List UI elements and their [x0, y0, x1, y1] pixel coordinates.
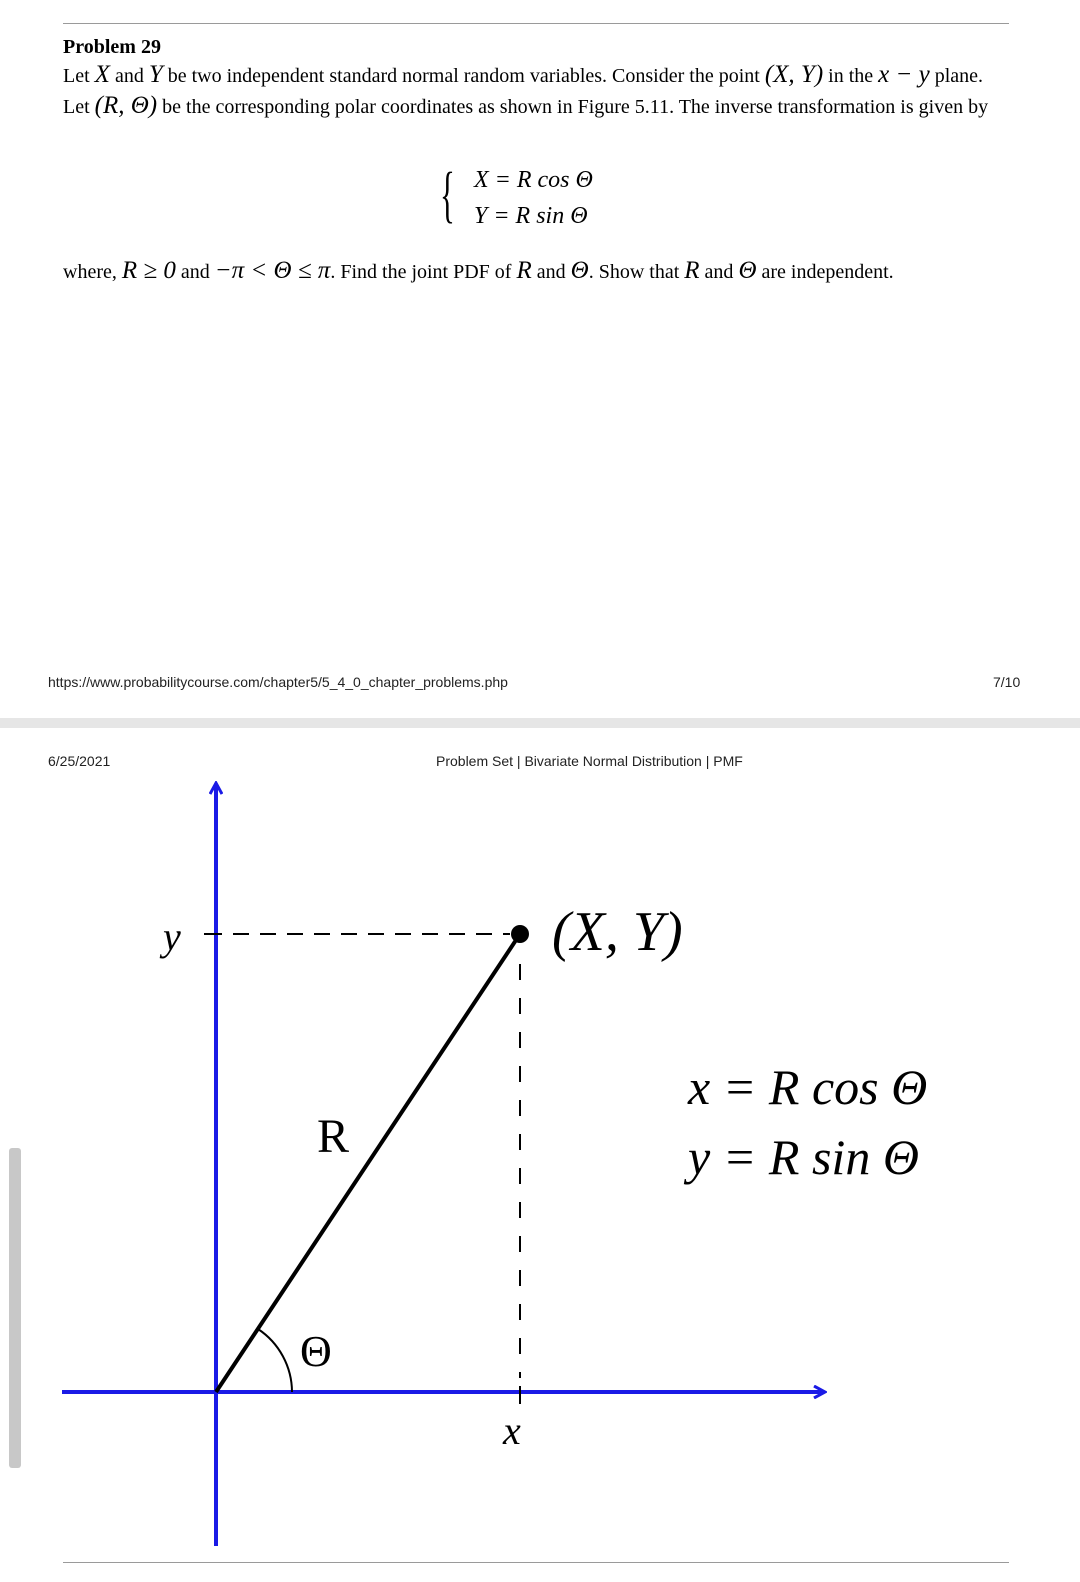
header-title: Problem Set | Bivariate Normal Distribution | PMF: [436, 753, 743, 769]
page-separator: [0, 718, 1080, 728]
radius-line: [216, 934, 520, 1392]
x-tick-label: x: [503, 1408, 521, 1453]
polar-coordinates-figure: [0, 728, 1080, 1582]
angle-label: Θ: [300, 1327, 332, 1376]
footer-url[interactable]: https://www.probabilitycourse.com/chapter5/5_4_0_chapter_problems.php: [48, 674, 508, 690]
point-xy: [511, 925, 529, 943]
point-label: (X, Y): [552, 901, 683, 963]
angle-arc: [258, 1329, 292, 1392]
footer-page-number: 7/10: [993, 674, 1021, 690]
vertical-scrollbar[interactable]: [9, 1148, 21, 1468]
equation-x: X = R cos Θ: [474, 167, 593, 193]
left-brace: {: [440, 161, 455, 229]
bottom-rule: [63, 1562, 1009, 1563]
header-date: 6/25/2021: [48, 753, 111, 769]
radius-label: R: [317, 1110, 350, 1163]
equation-y-figure: y = R sin Θ: [688, 1129, 919, 1185]
problem-intro: Let X and Y be two independent standard normal random variables. Consider the point (X, Y) in the x − y plane. Let (R, Θ) be the corresponding polar coordinates as shown in Figure 5.11. The inverse transformation is given by: [63, 61, 989, 119]
equation-x-figure: x = R cos Θ: [688, 1059, 928, 1115]
equation-y: Y = R sin Θ: [474, 203, 588, 229]
pdf-page-1: [0, 0, 1080, 718]
y-tick-label: y: [163, 914, 181, 959]
problem-title: Problem 29: [63, 36, 161, 58]
top-rule: [63, 23, 1009, 24]
pdf-page-2: [0, 728, 1080, 1582]
problem-question: where, R ≥ 0 and −π < Θ ≤ π. Find the joint PDF of R and Θ. Show that R and Θ are independent.: [63, 257, 894, 284]
